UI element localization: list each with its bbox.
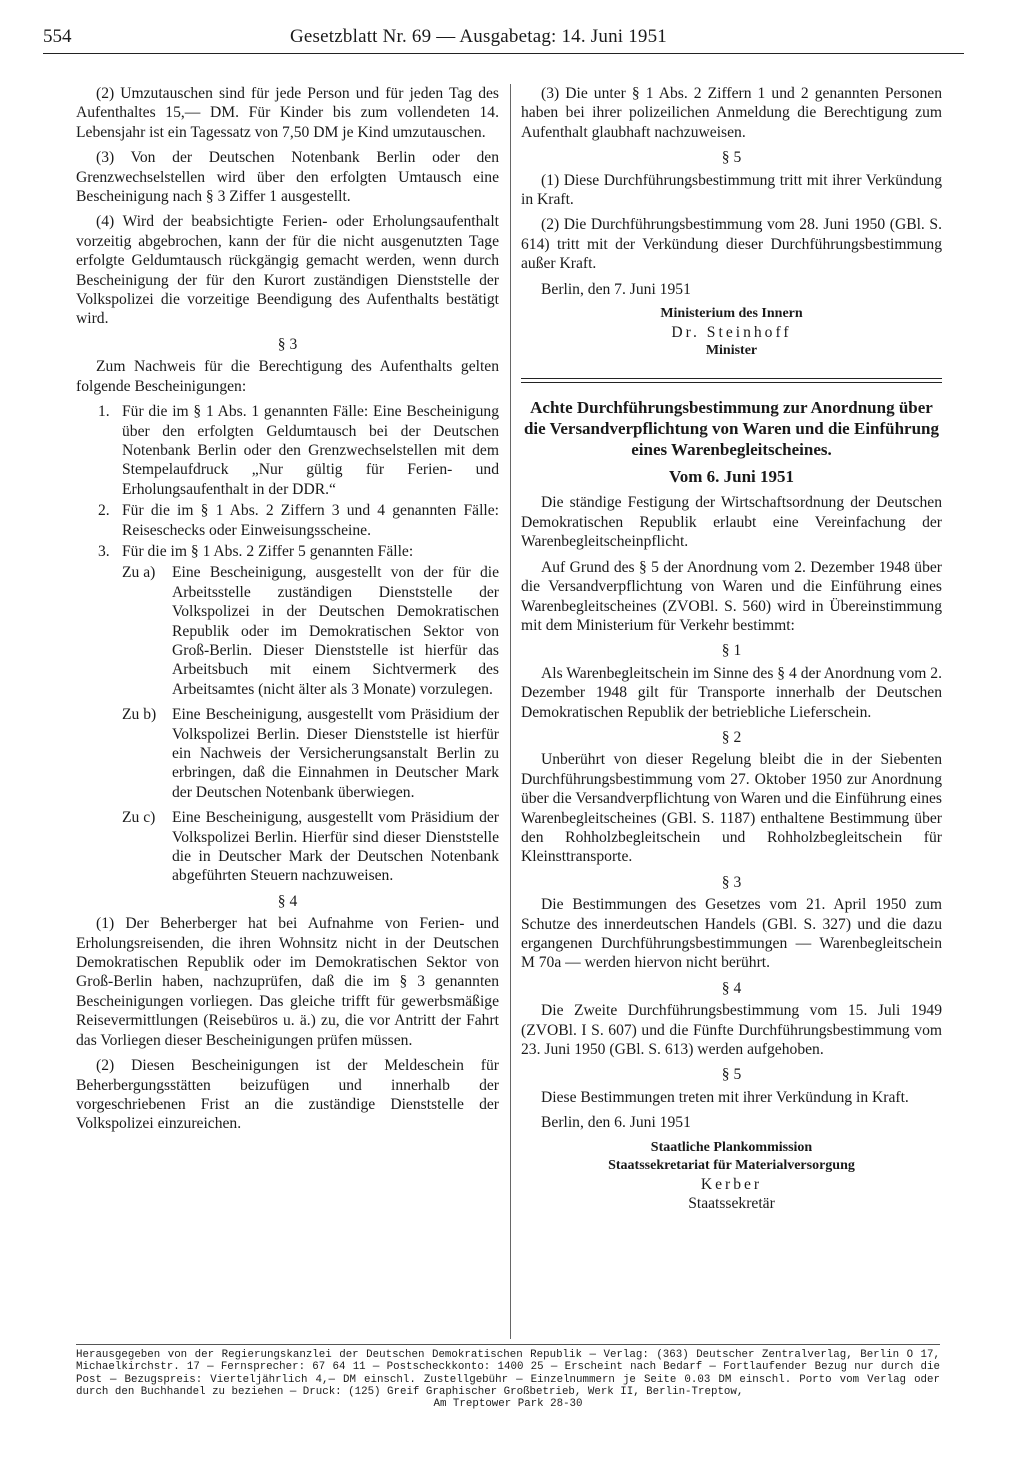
signer-name: Dr. Steinhoff xyxy=(671,324,792,342)
place-date: Berlin, den 6. Juni 1951 xyxy=(541,1114,691,1132)
sub-label: Zu c) xyxy=(122,809,156,827)
paragraph: Als Warenbegleitschein im Sinne des § 4 der Anordnung vom 2. Dezember 1948 gilt für Transporte innerhalb der Deutschen Demokratischen Republik der betriebliche Lieferschein. xyxy=(521,664,942,721)
paragraph: Diese Bestimmungen treten mit ihrer Verkündung in Kraft. xyxy=(541,1088,909,1106)
double-rule xyxy=(521,378,942,383)
paragraph: (3) Von der Deutschen Notenbank Berlin oder den Grenzwechselstellen wird über den erfolgten Umtausch eine Bescheinigung nach § 3 Ziffer 1 ausgestellt. xyxy=(76,149,499,206)
list-text: Für die im § 1 Abs. 2 Ziffer 5 genannten Fälle: xyxy=(122,542,414,560)
paragraph: (4) Wird der beabsichtigte Ferien- oder Erholungsaufenthalt vorzeitig abgebrochen, kann der für die nicht ausgenutzten Tage erfolgte Geldumtausch rückgängig gemacht werden, wenn durch Bescheinigung der für den Kurort zuständigen Dienststelle der Volkspolizei die vorzeitige Beendigung des Aufenthalts bestätigt wird. xyxy=(76,213,499,328)
sub-text: Eine Bescheinigung, ausgestellt von der für die Arbeitsstelle zuständigen Dienststelle der Volkspolizei in der Deutschen Demokratischen Republik oder im Demokratischen Sektor von Groß-Berlin. Dieser Dienststelle ist hierfür das Arbeitsbuch mit einem Sichtvermerk des Arbeitsamtes (nicht älter als 3 Monate) vorzulegen. xyxy=(172,564,499,698)
paragraph: Die Zweite Durchführungsbestimmung vom 15. Juli 1949 (ZVOBl. I S. 607) und die Fünfte Durchführungsbestimmung vom 23. Juni 1950 (GBl. S. 613) werden aufgehoben. xyxy=(521,1002,942,1059)
paragraph: (1) Der Beherberger hat bei Aufnahme von Ferien- und Erholungsreisenden, die ihren Wohnsitz nicht in der Deutschen Demokratischen Republik oder im Demokratischen Sektor von Groß-Berlin haben, nachzuprüfen, daß die im § 3 genannten Bescheinigungen vorliegen. Das gleiche trifft für gewerbsmäßige Reisevermittlungen (Reisebüros u. ä.) zu, die vor Antritt der Fahrt das Vorliegen dieser Bescheinigungen prüfen müssen. xyxy=(76,915,499,1049)
right-column xyxy=(521,84,942,1213)
page-number: 554 xyxy=(43,26,72,47)
document-title: Achte Durchführungsbestimmung zur Anordnung über die Versandverpflichtung von Waren und die Einführung eines Warenbegleitscheines. xyxy=(523,398,940,460)
signer-name: Kerber xyxy=(700,1175,763,1193)
section-heading: § 4 xyxy=(721,979,742,997)
section-heading: § 1 xyxy=(721,642,742,660)
paragraph: Die Bestimmungen des Gesetzes vom 21. April 1950 zum Schutze des innerdeutschen Handels (GBl. S. 327) und die dazu ergangenen Durchführungsbestimmungen — Warenbegleitschein M 70a — werden hiervon nicht berührt. xyxy=(521,896,942,972)
section-heading: § 4 xyxy=(277,892,298,910)
section-heading: § 3 xyxy=(277,335,298,353)
header-rule xyxy=(43,53,964,54)
signer-role: Staatssekretär xyxy=(688,1195,775,1213)
paragraph: Zum Nachweis für die Berechtigung des Aufenthalts gelten folgende Bescheinigungen: xyxy=(76,358,499,395)
section-heading: § 2 xyxy=(721,728,742,746)
section-heading: § 5 xyxy=(721,1066,742,1084)
organization-subname: Staatssekretariat für Materialversorgung xyxy=(608,1157,855,1173)
paragraph: (2) Diesen Bescheinigungen ist der Meldeschein für Beherbergungsstätten beizufügen und innerhalb der vorgeschriebenen Frist an die zuständige Dienststelle der Volkspolizei einzureichen. xyxy=(76,1057,499,1133)
list-number: 1. xyxy=(98,403,110,421)
signer-role: Minister xyxy=(705,343,758,359)
section-heading: § 3 xyxy=(721,873,742,891)
page-header xyxy=(0,26,1024,56)
paragraph: Auf Grund des § 5 der Anordnung vom 2. Dezember 1948 über die Versandverpflichtung von Waren und die Einführung eines Warenbegleitscheines (ZVOBl. S. 560) wird in Übereinstimmung mit dem Ministerium für Verkehr bestimmt: xyxy=(521,558,942,634)
sub-text: Eine Bescheinigung, ausgestellt vom Präsidium der Volkspolizei Berlin. Hierfür sind dieser Dienststelle die in Deutscher Mark der Deutschen Notenbank abgeführten Steuern nachzuweisen. xyxy=(172,809,499,885)
paragraph: (2) Die Durchführungsbestimmung vom 28. Juni 1950 (GBl. S. 614) tritt mit der Verkündung dieser Durchführungsbestimmung außer Kraft. xyxy=(521,216,942,273)
footer-address: Am Treptower Park 28-30 xyxy=(433,1398,583,1411)
sub-item xyxy=(122,705,499,802)
sub-text: Eine Bescheinigung, ausgestellt vom Präsidium der Volkspolizei Berlin. Dieser Dienststelle ist hierfür ein Nachweis der Versicherungsanstalt Berlin zu erbringen, daß die Einnahmen in Deutscher Mark der Deutschen Notenbank überwiegen. xyxy=(172,706,499,801)
list-text: Für die im § 1 Abs. 2 Ziffern 3 und 4 genannten Fälle: Reiseschecks oder Einweisungsscheine. xyxy=(122,502,499,539)
place-date: Berlin, den 7. Juni 1951 xyxy=(541,280,691,298)
sub-item xyxy=(122,563,499,699)
list-number: 3. xyxy=(98,542,110,560)
ministry-name: Ministerium des Innern xyxy=(660,306,803,322)
sub-label: Zu a) xyxy=(122,564,156,582)
sub-label: Zu b) xyxy=(122,706,157,724)
list-text: Für die im § 1 Abs. 1 genannten Fälle: Eine Bescheinigung über den erfolgten Geldumtausch bei der Deutschen Notenbank Berlin oder den Grenzwechselstellen mit dem Stempelaufdruck „Nur gültig für Ferien- und Erholungsaufenthalt in der DDR.“ xyxy=(122,403,499,498)
paragraph: (2) Umzutauschen sind für jede Person und für jeden Tag des Aufenthaltes 15,— DM. Für Kinder bis zum vollendeten 14. Lebensjahr ist ein Tagessatz von 7,50 DM je Kind umzutauschen. xyxy=(76,85,499,141)
list-item xyxy=(76,402,499,499)
publisher-footer xyxy=(76,1344,940,1410)
paragraph: Die ständige Festigung der Wirtschaftsordnung der Deutschen Demokratischen Republik erlaubt eine Vereinfachung der Warenbegleitscheinpflicht. xyxy=(521,494,942,551)
list-item xyxy=(76,501,499,540)
list-number: 2. xyxy=(98,502,110,520)
section-heading: § 5 xyxy=(721,149,742,167)
organization-name: Staatliche Plankommission xyxy=(650,1139,813,1155)
running-title: Gesetzblatt Nr. 69 — Ausgabetag: 14. Juni 1951 xyxy=(290,26,668,47)
left-column xyxy=(76,84,499,1140)
footer-text: Herausgegeben von der Regierungskanzlei der Deutschen Demokratischen Republik — Verlag: (363) Deutscher Zentralverlag, Berlin O 17, Michaelkirchstr. 17 — Fernsprecher: 67 64 11 — Postscheckkonto: 1400 25 — Erscheint nach Bedarf — Fortlaufender Bezug nur durch die Post — Bezugspreis: Vierteljährlich 4,— DM einschl. Zustellgebühr — Einzelnummern je Seite 0.03 DM einschl. Porto vom Verlag oder durch den Buchhandel zu beziehen — Druck: (125) Greif Graphischer Großbetrieb, Werk II, Berlin-Treptow, xyxy=(76,1349,940,1398)
column-divider xyxy=(510,84,511,1339)
document-date: Vom 6. Juni 1951 xyxy=(668,467,794,487)
paragraph: (3) Die unter § 1 Abs. 2 Ziffern 1 und 2 genannten Personen haben bei ihrer polizeilichen Anmeldung die Berechtigung zum Aufenthalt glaubhaft nachzuweisen. xyxy=(521,85,942,141)
sub-item xyxy=(122,808,499,886)
paragraph: Unberührt von dieser Regelung bleibt die in der Siebenten Durchführungsbestimmung vom 27. Oktober 1950 zur Anordnung über die Versandverpflichtung von Waren und die Einführung eines Warenbegleitscheines (GBl. S. 1187) enthaltene Bestimmung über den Rohholzbegleitschein und Rohholzbegleitschein für Kleinsttransporte. xyxy=(521,751,942,866)
paragraph: (1) Diese Durchführungsbestimmung tritt mit ihrer Verkündung in Kraft. xyxy=(521,171,942,209)
list-item xyxy=(76,542,499,561)
